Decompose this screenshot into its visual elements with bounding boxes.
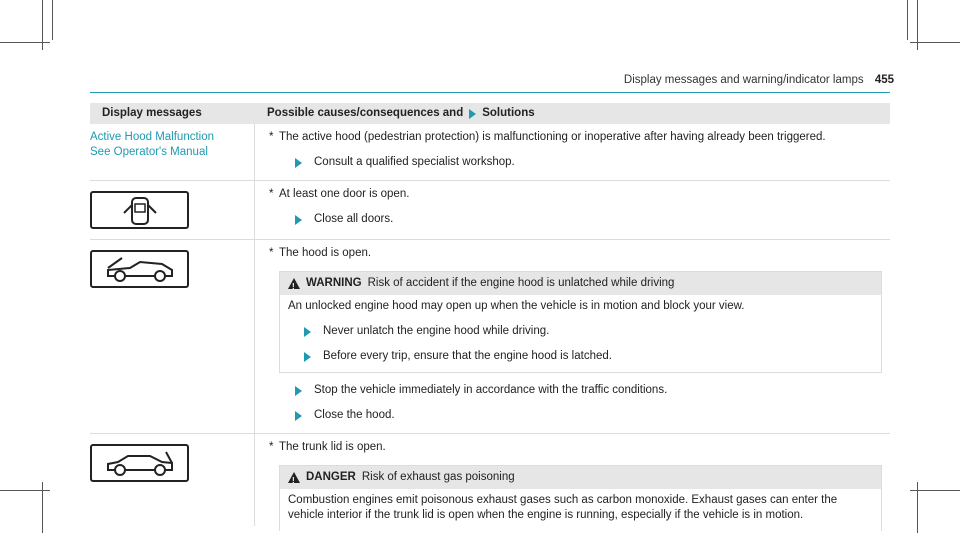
crop-mark bbox=[42, 0, 43, 50]
warning-triangle-icon bbox=[288, 472, 300, 483]
cause-text: * The trunk lid is open. bbox=[269, 441, 386, 453]
table-row bbox=[90, 240, 890, 434]
car-hood-open-icon bbox=[90, 250, 189, 288]
arrow-icon bbox=[295, 411, 302, 421]
running-head bbox=[624, 74, 894, 86]
car-door-open-icon bbox=[90, 191, 189, 229]
solution-step: Never unlatch the engine hood while driving. bbox=[304, 324, 873, 339]
cause-text: * The hood is open. bbox=[269, 247, 372, 259]
crop-mark bbox=[917, 482, 918, 533]
table-row bbox=[90, 434, 890, 537]
danger-box: ! DANGER Risk of exhaust gas poisoning Combustion engines emit poisonous exhaust gases such as carbon monoxide. Exhaust gases can enter the vehicle interior if the trunk lid is open when the engine is running, especially if the vehicle is in motion. bbox=[279, 465, 882, 531]
solution-step: Consult a qualified specialist workshop. bbox=[295, 155, 890, 170]
arrow-icon bbox=[304, 352, 311, 362]
running-head-title: Display messages and warning/indicator lamps bbox=[623, 74, 864, 86]
col-header-causes: Possible causes/consequences and Solutions bbox=[267, 107, 535, 119]
col-header-messages: Display messages bbox=[102, 107, 202, 119]
table-row bbox=[90, 181, 890, 240]
arrow-icon bbox=[469, 109, 476, 119]
arrow-icon bbox=[295, 158, 302, 168]
crop-mark bbox=[917, 0, 918, 50]
solution-step: Close all doors. bbox=[295, 212, 890, 227]
solution-step: Before every trip, ensure that the engine hood is latched. bbox=[304, 349, 873, 364]
cause-text: * At least one door is open. bbox=[269, 188, 410, 200]
solution-step: Stop the vehicle immediately in accordance with the traffic conditions. bbox=[295, 383, 890, 398]
warning-triangle-icon bbox=[288, 278, 300, 289]
car-trunk-open-icon bbox=[90, 444, 189, 482]
crop-mark bbox=[52, 0, 53, 40]
crop-mark bbox=[907, 0, 908, 40]
arrow-icon bbox=[304, 327, 311, 337]
arrow-icon bbox=[295, 386, 302, 396]
display-message: Active Hood Malfunction See Operator's Manual bbox=[90, 124, 255, 180]
page-number: 455 bbox=[874, 74, 894, 86]
table-row bbox=[90, 124, 890, 181]
warning-box: ! WARNING Risk of accident if the engine hood is unlatched while driving An unlocked engine hood may open up when the vehicle is in motion and block your view. Never unlatch the engine hood while driving. Before every trip, ensure that the engine hood is latched. bbox=[279, 271, 882, 373]
messages-table bbox=[90, 103, 890, 537]
header-rule bbox=[90, 92, 890, 93]
arrow-icon bbox=[295, 215, 302, 225]
crop-mark bbox=[42, 482, 43, 533]
cause-text: * The active hood (pedestrian protection) is malfunctioning or inoperative after having already been triggered. bbox=[269, 131, 826, 143]
table-header bbox=[90, 103, 890, 124]
solution-step: Close the hood. bbox=[295, 408, 890, 423]
